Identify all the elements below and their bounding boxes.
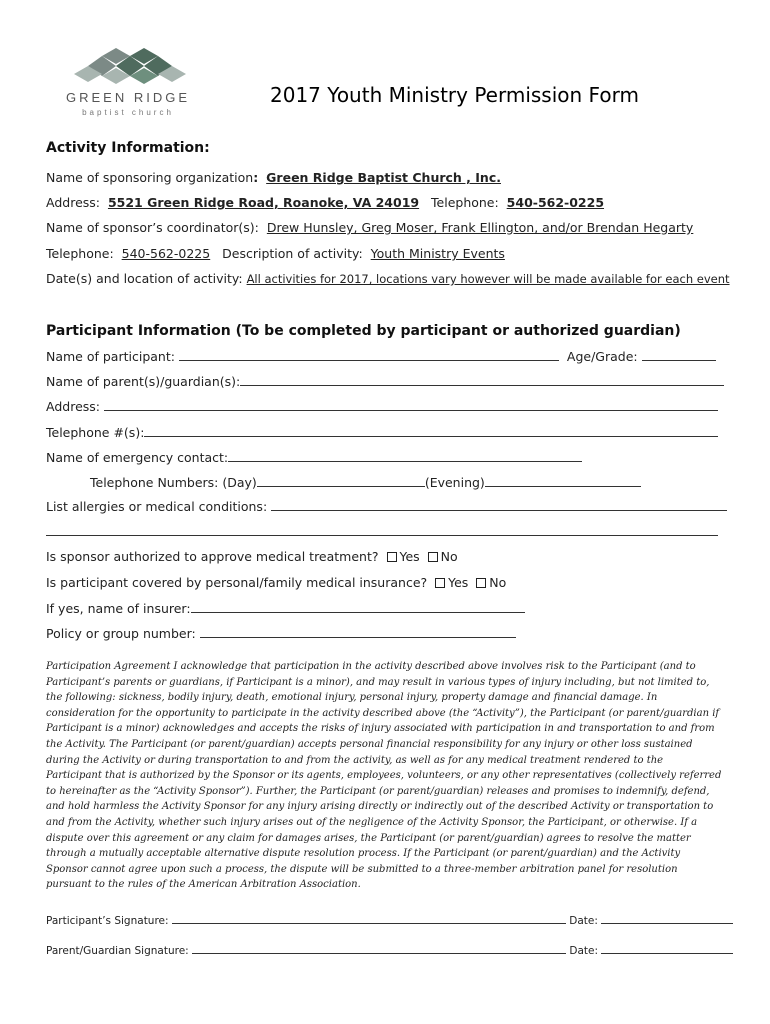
telephone-label: Telephone: bbox=[431, 195, 499, 210]
allergies-line bbox=[46, 499, 727, 514]
participant-address-line bbox=[46, 399, 718, 414]
participant-telephone-line bbox=[46, 425, 718, 440]
address-value: 5521 Green Ridge Road, Roanoke, VA 24019 bbox=[107, 195, 420, 210]
policy-line bbox=[46, 626, 516, 641]
address-label: Address: bbox=[46, 195, 100, 210]
parent-signature-line bbox=[46, 943, 733, 957]
participant-signature-line bbox=[46, 913, 733, 927]
participant-signature-label: Participant’s Signature: bbox=[46, 915, 169, 927]
parent-date-label: Date: bbox=[569, 945, 599, 957]
insurance-line bbox=[46, 575, 506, 590]
parent-line bbox=[46, 374, 724, 389]
participant-date-field[interactable] bbox=[601, 913, 733, 924]
insurance-no-checkbox[interactable] bbox=[476, 578, 486, 588]
evening-phone-label: (Evening) bbox=[424, 475, 485, 490]
participant-telephone-field[interactable] bbox=[144, 426, 718, 437]
parent-signature-field[interactable] bbox=[192, 943, 566, 954]
participant-address-field[interactable] bbox=[104, 400, 718, 411]
participant-address-label: Address: bbox=[46, 399, 100, 414]
participant-date-label: Date: bbox=[569, 915, 598, 927]
description-label: Description of activity: bbox=[222, 246, 363, 261]
participant-name-line bbox=[46, 349, 716, 364]
insurer-label: If yes, name of insurer: bbox=[46, 601, 191, 616]
emergency-phone-line bbox=[90, 475, 641, 490]
participation-agreement: Participation Agreement I acknowledge that participation in the activity described above involves risk to the Participant (and to Participant’s parents or guardians, if Participant is a minor), and may result in various types of injury including, but not limited to, the following: sickness, bodily injury, death, emotional injury, personal injury, property damage and financial damage. In consideration for the opportunity to participate in the activity described above (the “Activity”), the Participant (or parent/guardian if Participant is a minor) acknowledges and accepts the risks of injury associated with participation in and transportation to and from the Activity. The Participant (or parent/guardian) accepts personal financial responsibility for any injury or other loss sustained during the Activity or during transportation to and from the activity, as well as for any medical treatment rendered to the Participant that is authorized by the Sponsor or its agents, employees, volunteers, or any other representatives (collectively referred to hereinafter as the “Activity Sponsor”). Further, the Participant (or parent/guardian) releases and promises to indemnify, defend, and hold harmless the Activity Sponsor for any injury arising directly or indirectly out of the described Activity or transportation to and from the Activity, whether such injury arises out of the negligence of the Activity Sponsor, the Participant, or otherwise. If a dispute over this agreement or any claim for damages arises, the Participant (or parent/guardian) agrees to resolve the matter through a mutually acceptable alternative dispute resolution process. If the Participant (or parent/guardian) and the Activity Sponsor cannot agree upon such a process, the dispute will be submitted to a three-member arbitration panel for resolution pursuant to the rules of the American Arbitration Association. bbox=[46, 661, 722, 891]
org-label: Name of sponsoring organization bbox=[46, 170, 254, 185]
sponsor-yes-label: Yes bbox=[399, 549, 420, 564]
allergies-label: List allergies or medical conditions: bbox=[46, 499, 268, 514]
sponsor-no-checkbox[interactable] bbox=[428, 552, 438, 562]
telephone2-label: Telephone: bbox=[46, 246, 114, 261]
age-grade-field[interactable] bbox=[642, 350, 716, 361]
sponsor-yes-checkbox[interactable] bbox=[387, 552, 397, 562]
sponsor-no-label: No bbox=[440, 549, 458, 564]
insurance-no-label: No bbox=[489, 575, 507, 590]
day-phone-label: Telephone Numbers: (Day) bbox=[90, 475, 257, 490]
policy-label: Policy or group number: bbox=[46, 626, 196, 641]
address-line bbox=[46, 195, 604, 210]
allergies-field-2[interactable] bbox=[46, 525, 718, 536]
participant-name-field[interactable] bbox=[179, 350, 559, 361]
emergency-line bbox=[46, 450, 582, 465]
insurance-yes-checkbox[interactable] bbox=[435, 578, 445, 588]
parent-field[interactable] bbox=[240, 375, 724, 386]
page-title: 2017 Youth Ministry Permission Form bbox=[270, 83, 639, 107]
evening-phone-field[interactable] bbox=[485, 476, 641, 487]
insurer-line bbox=[46, 601, 525, 616]
description-value: Youth Ministry Events bbox=[370, 246, 505, 261]
emergency-field[interactable] bbox=[228, 451, 582, 462]
church-logo bbox=[52, 44, 202, 124]
age-label: Age/Grade: bbox=[566, 349, 638, 364]
allergies-field[interactable] bbox=[271, 500, 727, 511]
dates-label: Date(s) and location of activity: bbox=[46, 271, 243, 286]
telephone-description-line bbox=[46, 246, 505, 261]
emergency-label: Name of emergency contact: bbox=[46, 450, 229, 465]
sponsor-treatment-question: Is sponsor authorized to approve medical treatment? bbox=[46, 549, 379, 564]
policy-field[interactable] bbox=[200, 627, 516, 638]
insurance-question: Is participant covered by personal/family medical insurance? bbox=[46, 575, 428, 590]
participant-heading: Participant Information (To be completed by participant or authorized guardian) bbox=[46, 323, 681, 339]
allergies-line-2 bbox=[46, 524, 718, 539]
coordinator-line bbox=[46, 220, 693, 235]
parent-date-field[interactable] bbox=[601, 943, 733, 954]
telephone-value: 540-562-0225 bbox=[506, 195, 605, 210]
activity-heading: Activity Information: bbox=[46, 140, 210, 156]
logo-mark-icon bbox=[58, 44, 198, 88]
participant-name-label: Name of participant: bbox=[46, 349, 175, 364]
participant-telephone-label: Telephone #(s): bbox=[46, 425, 145, 440]
org-line bbox=[46, 170, 501, 185]
insurer-field[interactable] bbox=[191, 602, 525, 613]
insurance-yes-label: Yes bbox=[448, 575, 469, 590]
parent-label: Name of parent(s)/guardian(s): bbox=[46, 374, 241, 389]
org-colon: : bbox=[253, 170, 259, 185]
dates-value: All activities for 2017, locations vary however will be made available for each event bbox=[246, 272, 730, 286]
telephone2-value: 540-562-0225 bbox=[121, 246, 211, 261]
sponsor-treatment-line bbox=[46, 549, 458, 564]
participant-signature-field[interactable] bbox=[172, 913, 566, 924]
dates-line bbox=[46, 271, 730, 286]
coordinator-value: Drew Hunsley, Greg Moser, Frank Ellington, and/or Brendan Hegarty bbox=[266, 220, 694, 235]
logo-name: GREEN RIDGE bbox=[65, 90, 190, 105]
logo-subtitle: baptist church bbox=[82, 108, 174, 117]
day-phone-field[interactable] bbox=[257, 476, 425, 487]
coordinator-label: Name of sponsor’s coordinator(s): bbox=[46, 220, 259, 235]
parent-signature-label: Parent/Guardian Signature: bbox=[46, 945, 189, 957]
org-value: Green Ridge Baptist Church , Inc. bbox=[266, 170, 501, 185]
